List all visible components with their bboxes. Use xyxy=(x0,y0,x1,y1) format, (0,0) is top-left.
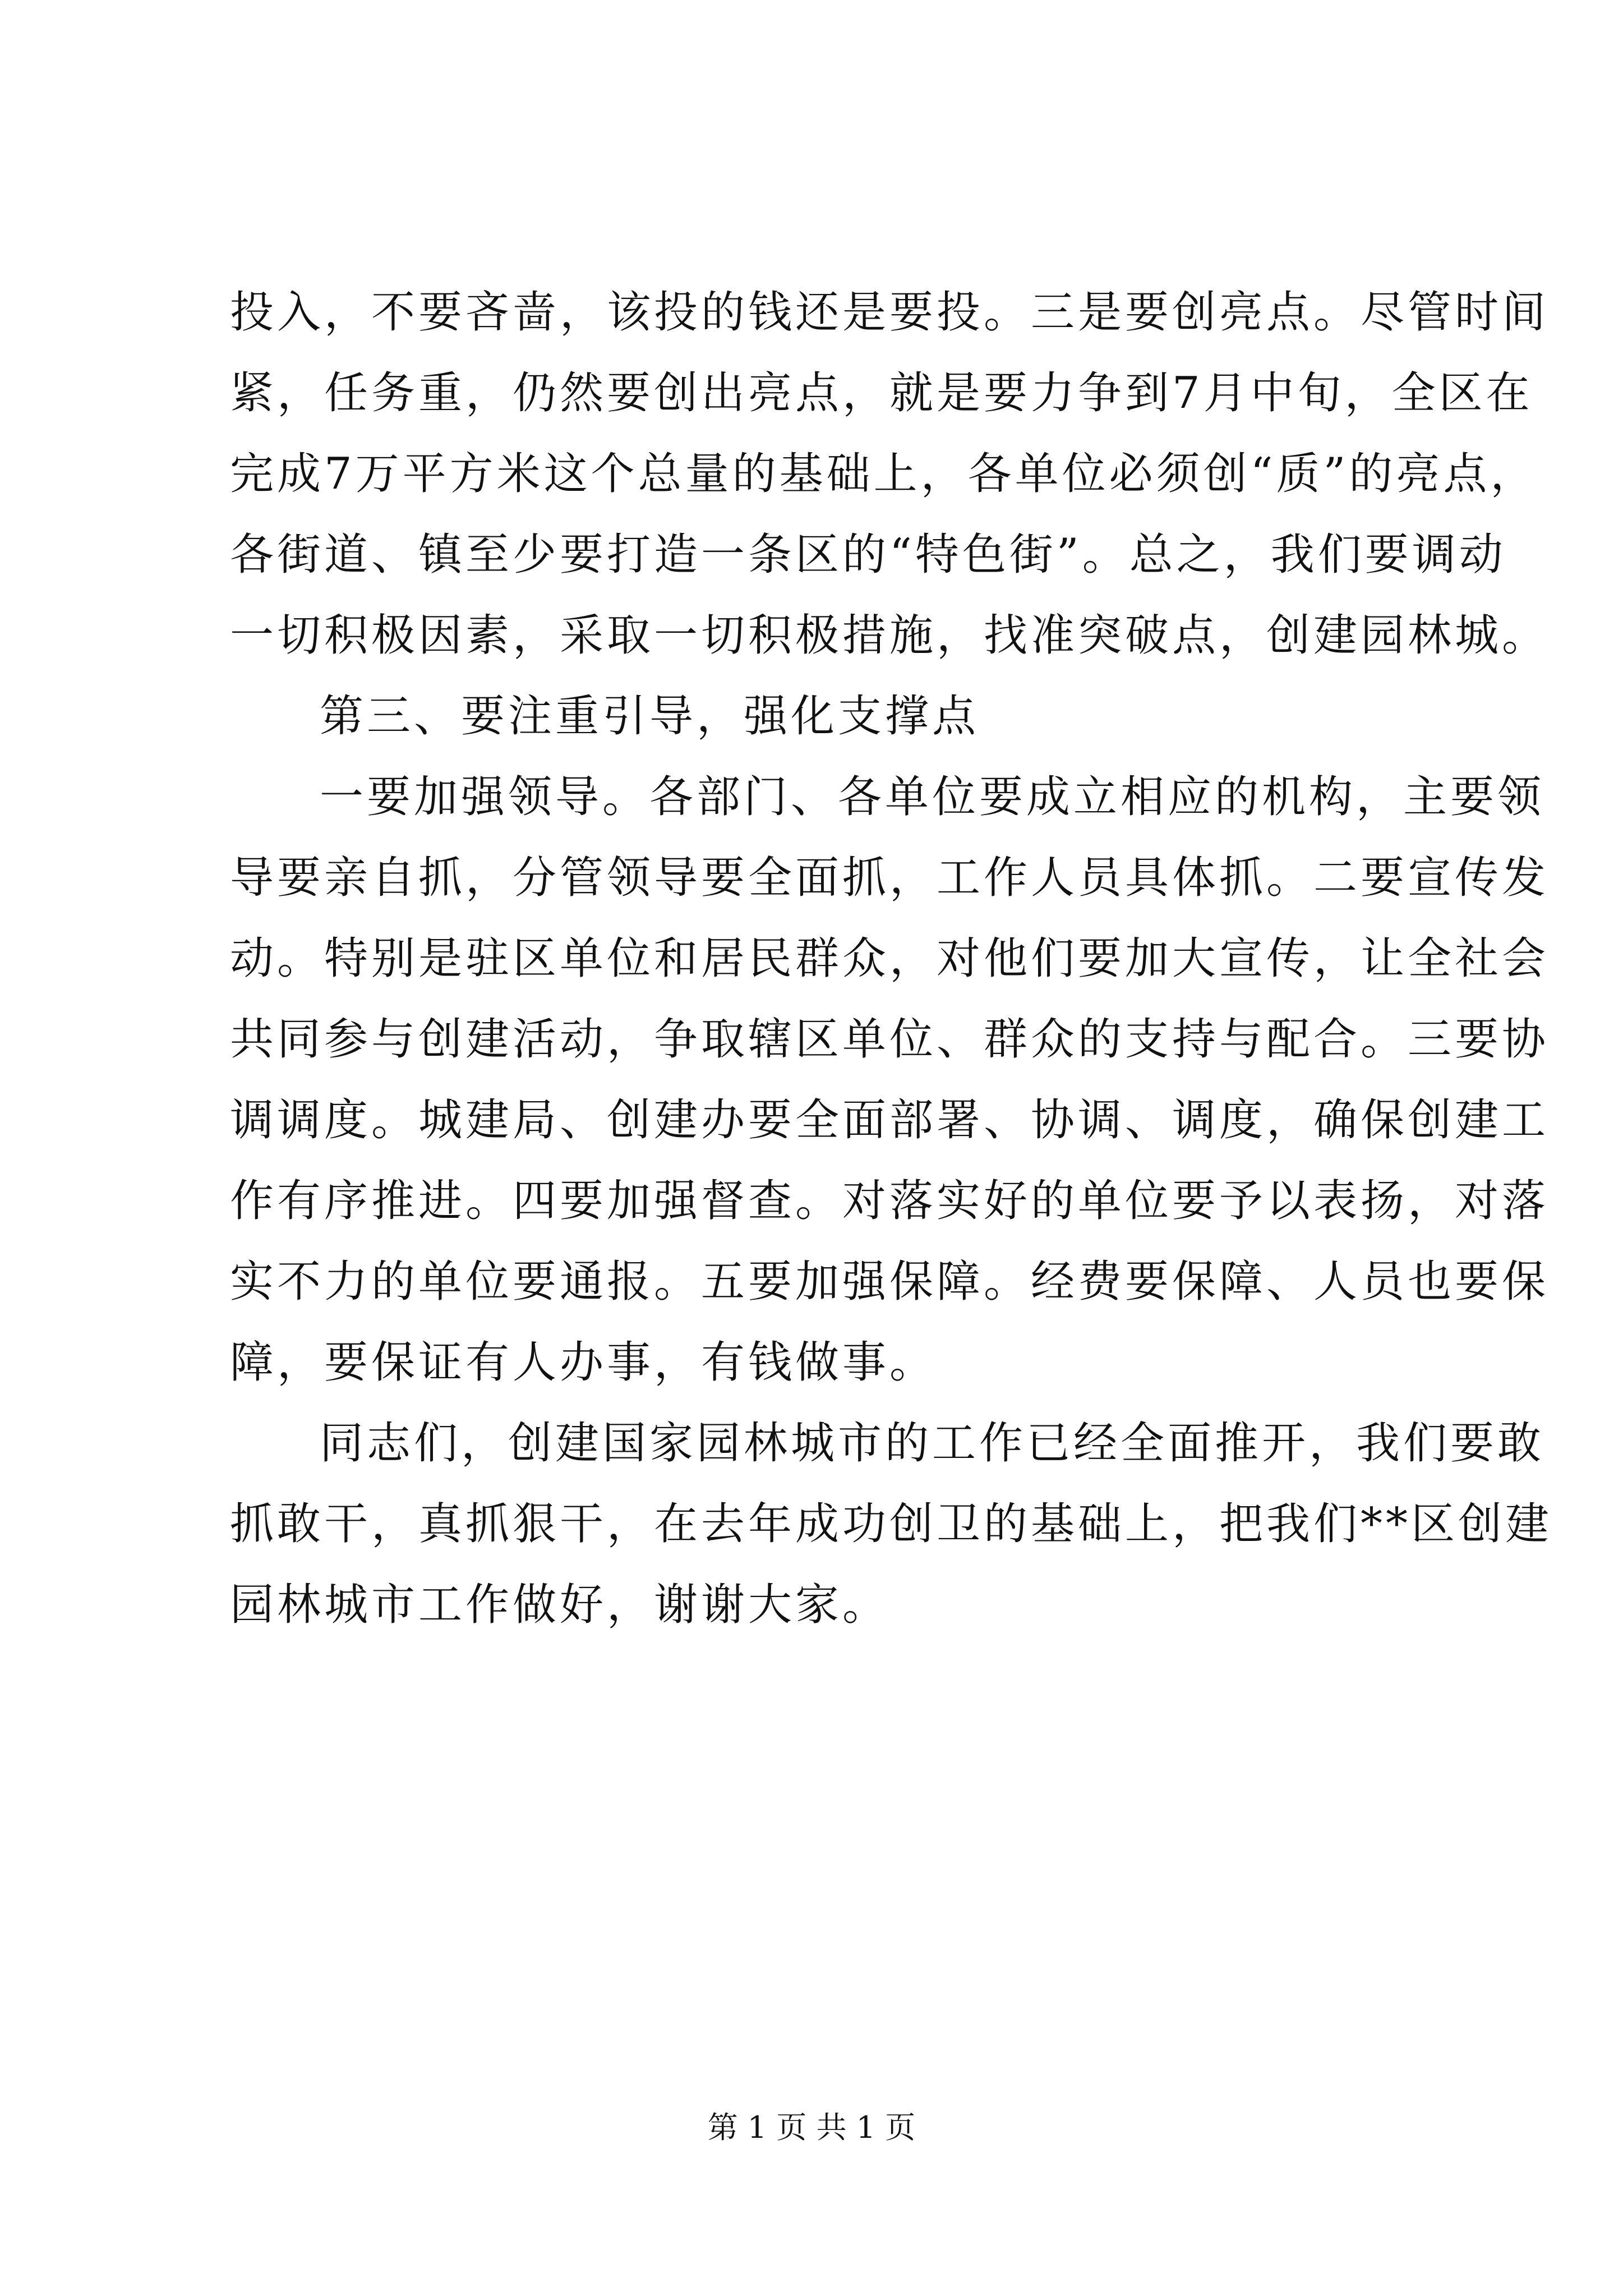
text-line: 完成7万平方米这个总量的基础上，各单位必须创“质”的亮点， xyxy=(230,449,1538,499)
text-line: 紧，任务重，仍然要创出亮点，就是要力争到7月中旬，全区在 xyxy=(230,368,1533,418)
section-heading: 第三、要注重引导，强化支撑点 xyxy=(320,691,980,742)
text-line: 一要加强领导。各部门、各单位要成立相应的机构，主要领 xyxy=(320,772,1545,822)
text-line: 一切积极因素，采取一切积极措施，找准突破点，创建园林城。 xyxy=(230,610,1550,661)
text-line: 障，要保证有人办事，有钱做事。 xyxy=(230,1337,937,1388)
text-line: 抓敢干，真抓狠干，在去年成功创卫的基础上，把我们**区创建 xyxy=(230,1499,1553,1549)
document-body xyxy=(230,272,1553,1645)
text-line: 投入，不要吝啬，该投的钱还是要投。三是要创亮点。尽管时间 xyxy=(230,287,1550,338)
text-line: 同志们，创建国家园林城市的工作已经全面推开，我们要敢 xyxy=(320,1418,1545,1469)
text-line: 动。特别是驻区单位和居民群众，对他们要加大宣传，让全社会 xyxy=(230,933,1550,984)
text-line: 各街道、镇至少要打造一条区的“特色街”。总之，我们要调动 xyxy=(230,530,1506,580)
text-line: 作有序推进。四要加强督查。对落实好的单位要予以表扬，对落 xyxy=(230,1176,1550,1226)
text-line: 调调度。城建局、创建办要全面部署、协调、调度，确保创建工 xyxy=(230,1095,1550,1145)
text-line: 实不力的单位要通报。五要加强保障。经费要保障、人员也要保 xyxy=(230,1257,1550,1307)
text-line: 导要亲自抓，分管领导要全面抓，工作人员具体抓。二要宣传发 xyxy=(230,853,1550,903)
text-line: 园林城市工作做好，谢谢大家。 xyxy=(230,1580,890,1630)
text-line: 共同参与创建活动，争取辖区单位、群众的支持与配合。三要协 xyxy=(230,1014,1550,1065)
page-number-footer: 第 1 页 共 1 页 xyxy=(707,2110,916,2145)
